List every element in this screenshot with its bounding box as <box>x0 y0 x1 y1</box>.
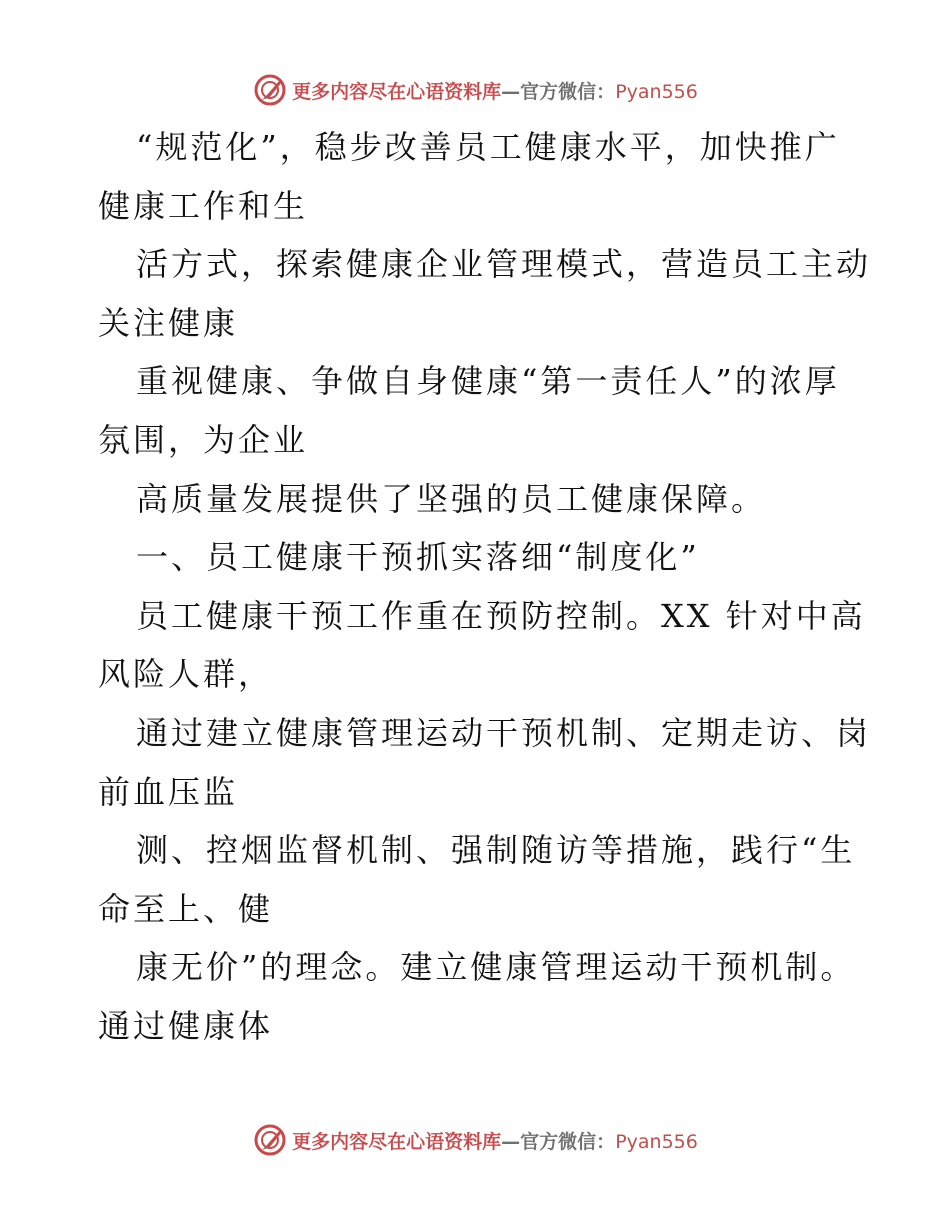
text-line: 测、控烟监督机制、强制随访等措施，践行“生 <box>136 831 856 870</box>
text-line: 通过健康体 <box>98 1006 274 1045</box>
text-line: 氛围，为企业 <box>98 420 309 459</box>
section-heading: 一、员工健康干预抓实落细“制度化” <box>136 538 700 577</box>
text-line: 重视健康、争做自身健康“第一责任人”的浓厚 <box>136 362 840 401</box>
text-line: 活方式，探索健康企业管理模式，营造员工主动 <box>136 245 872 284</box>
watermark-text: 更多内容尽在心语资料库—官方微信：Pyan556 <box>292 80 698 103</box>
quill-logo-icon <box>252 72 288 108</box>
text-line: 通过建立健康管理运动干预机制、定期走访、岗 <box>136 713 872 752</box>
watermark-text: 更多内容尽在心语资料库—官方微信：Pyan556 <box>292 1130 698 1153</box>
watermark-footer <box>0 1118 950 1162</box>
text-line: 健康工作和生 <box>98 186 309 225</box>
text-line: 关注健康 <box>98 303 239 342</box>
text-line: 高质量发展提供了坚强的员工健康保障。 <box>136 479 767 518</box>
text-line: 前血压监 <box>98 772 239 811</box>
text-line: “规范化”，稳步改善员工健康水平，加快推广 <box>136 128 840 166</box>
watermark-header <box>0 68 950 112</box>
text-line: 风险人群， <box>98 655 274 694</box>
quill-logo-icon <box>252 1122 288 1158</box>
document-body <box>98 118 872 1056</box>
text-line: 康无价”的理念。建立健康管理运动干预机制。 <box>136 948 856 987</box>
text-line: 命至上、健 <box>98 889 274 928</box>
text-line: 员工健康干预工作重在预防控制。XX 针对中高 <box>136 596 866 635</box>
